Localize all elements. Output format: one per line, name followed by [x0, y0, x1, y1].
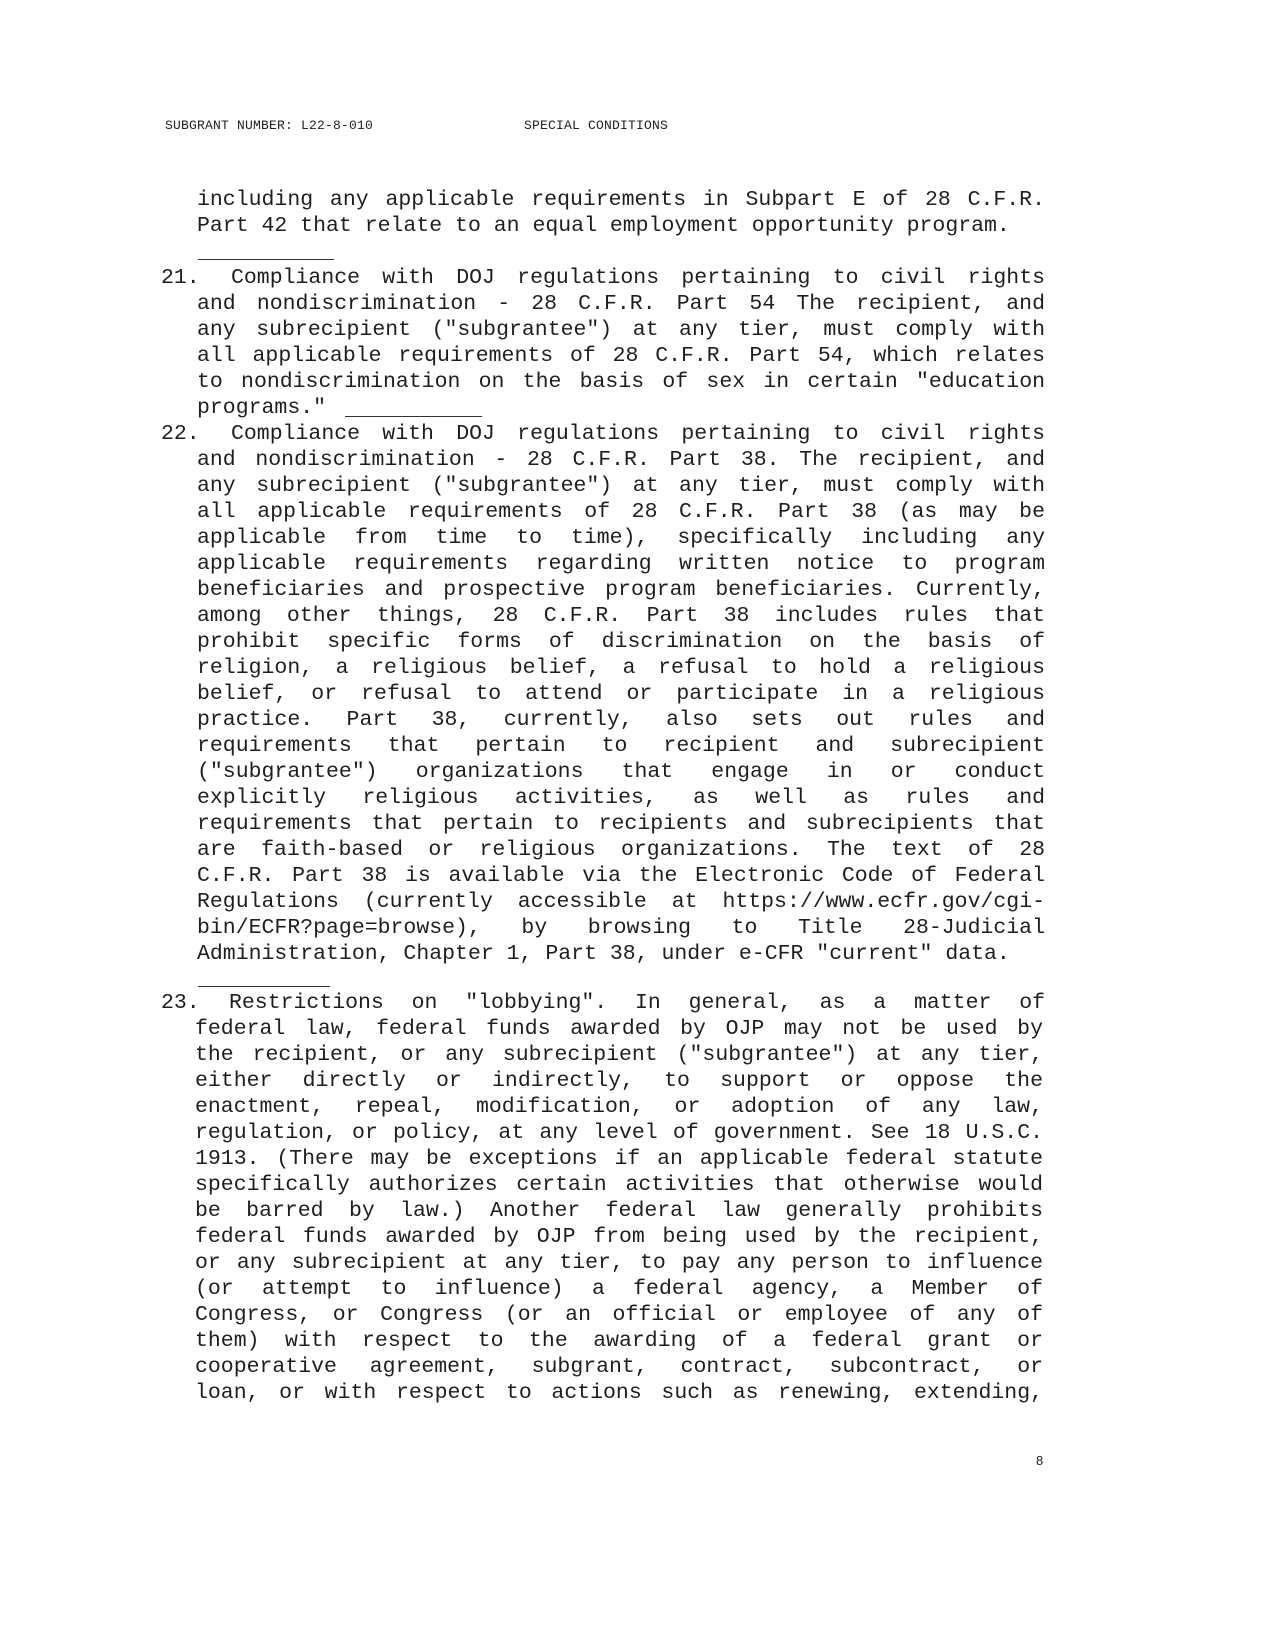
- condition-line: them) with respect to the awarding of a federal grant or: [195, 1329, 1043, 1353]
- condition-line: specifically authorizes certain activities that otherwise would: [195, 1173, 1043, 1197]
- condition-line: Restrictions on "lobbying". In general, as a matter of: [229, 991, 1045, 1015]
- condition-line: bin/ECFR?page=browse), by browsing to Title 28-Judicial: [197, 916, 1045, 940]
- condition-line: be barred by law.) Another federal law generally prohibits: [195, 1199, 1043, 1223]
- condition-line: requirements that pertain to recipients and subrecipients that: [197, 812, 1045, 836]
- condition-line: all applicable requirements of 28 C.F.R. Part 38 (as may be: [197, 500, 1045, 524]
- condition-number: 21.: [161, 266, 200, 290]
- condition-line: Regulations (currently accessible at https://www.ecfr.gov/cgi-: [197, 890, 1045, 914]
- condition-number: 23.: [161, 991, 200, 1015]
- condition-line: explicitly religious activities, as well as rules and: [197, 786, 1045, 810]
- condition-line: requirements that pertain to recipient and subrecipient: [197, 734, 1045, 758]
- condition-line: cooperative agreement, subgrant, contract, subcontract, or: [195, 1355, 1043, 1379]
- condition-line: and nondiscrimination - 28 C.F.R. Part 38. The recipient, and: [197, 448, 1045, 472]
- initials-blank-line: [198, 259, 334, 260]
- condition-line: regulation, or policy, at any level of government. See 18 U.S.C.: [195, 1121, 1043, 1145]
- condition-line: applicable from time to time), specifically including any: [197, 526, 1045, 550]
- intro-line: Part 42 that relate to an equal employment opportunity program.: [197, 214, 1010, 238]
- section-title-header: SPECIAL CONDITIONS: [524, 118, 669, 133]
- condition-line: religion, a religious belief, a refusal to hold a religious: [197, 656, 1045, 680]
- condition-line: enactment, repeal, modification, or adoption of any law,: [195, 1095, 1043, 1119]
- subgrant-number-header: SUBGRANT NUMBER: L22-8-010: [165, 118, 374, 133]
- condition-line: 1913. (There may be exceptions if an applicable federal statute: [195, 1147, 1043, 1171]
- condition-line: Compliance with DOJ regulations pertaining to civil rights: [231, 266, 1045, 290]
- condition-line: federal law, federal funds awarded by OJP may not be used by: [195, 1017, 1043, 1041]
- condition-line: ("subgrantee") organizations that engage in or conduct: [197, 760, 1045, 784]
- condition-line: all applicable requirements of 28 C.F.R. Part 54, which relates: [197, 344, 1045, 368]
- condition-line: any subrecipient ("subgrantee") at any tier, must comply with: [197, 474, 1045, 498]
- initials-blank-line: [198, 986, 330, 987]
- page-number: 8: [1036, 1453, 1044, 1468]
- condition-line: prohibit specific forms of discrimination on the basis of: [197, 630, 1045, 654]
- condition-line: C.F.R. Part 38 is available via the Electronic Code of Federal: [197, 864, 1045, 888]
- condition-line: to nondiscrimination on the basis of sex in certain "education: [197, 370, 1045, 394]
- condition-line: the recipient, or any subrecipient ("subgrantee") at any tier,: [195, 1043, 1043, 1067]
- condition-line: (or attempt to influence) a federal agency, a Member of: [195, 1277, 1043, 1301]
- condition-line: Congress, or Congress (or an official or employee of any of: [195, 1303, 1043, 1327]
- condition-number: 22.: [161, 422, 200, 446]
- condition-line: and nondiscrimination - 28 C.F.R. Part 54 The recipient, and: [197, 292, 1045, 316]
- condition-line: Administration, Chapter 1, Part 38, under e-CFR "current" data.: [197, 942, 1010, 966]
- condition-line: practice. Part 38, currently, also sets out rules and: [197, 708, 1045, 732]
- intro-line: including any applicable requirements in Subpart E of 28 C.F.R.: [197, 188, 1045, 212]
- initials-blank-line: [345, 416, 482, 417]
- condition-line: either directly or indirectly, to support or oppose the: [195, 1069, 1043, 1093]
- condition-line: applicable requirements regarding written notice to program: [197, 552, 1045, 576]
- condition-line: or any subrecipient at any tier, to pay any person to influence: [195, 1251, 1043, 1275]
- condition-line: are faith-based or religious organizations. The text of 28: [197, 838, 1045, 862]
- condition-line: Compliance with DOJ regulations pertaining to civil rights: [231, 422, 1045, 446]
- condition-line: belief, or refusal to attend or participate in a religious: [197, 682, 1045, 706]
- condition-line: beneficiaries and prospective program beneficiaries. Currently,: [197, 578, 1045, 602]
- condition-line: programs.": [197, 396, 327, 420]
- condition-line: any subrecipient ("subgrantee") at any tier, must comply with: [197, 318, 1045, 342]
- condition-line: among other things, 28 C.F.R. Part 38 includes rules that: [197, 604, 1045, 628]
- condition-line: loan, or with respect to actions such as renewing, extending,: [195, 1381, 1043, 1405]
- condition-line: federal funds awarded by OJP from being used by the recipient,: [195, 1225, 1043, 1249]
